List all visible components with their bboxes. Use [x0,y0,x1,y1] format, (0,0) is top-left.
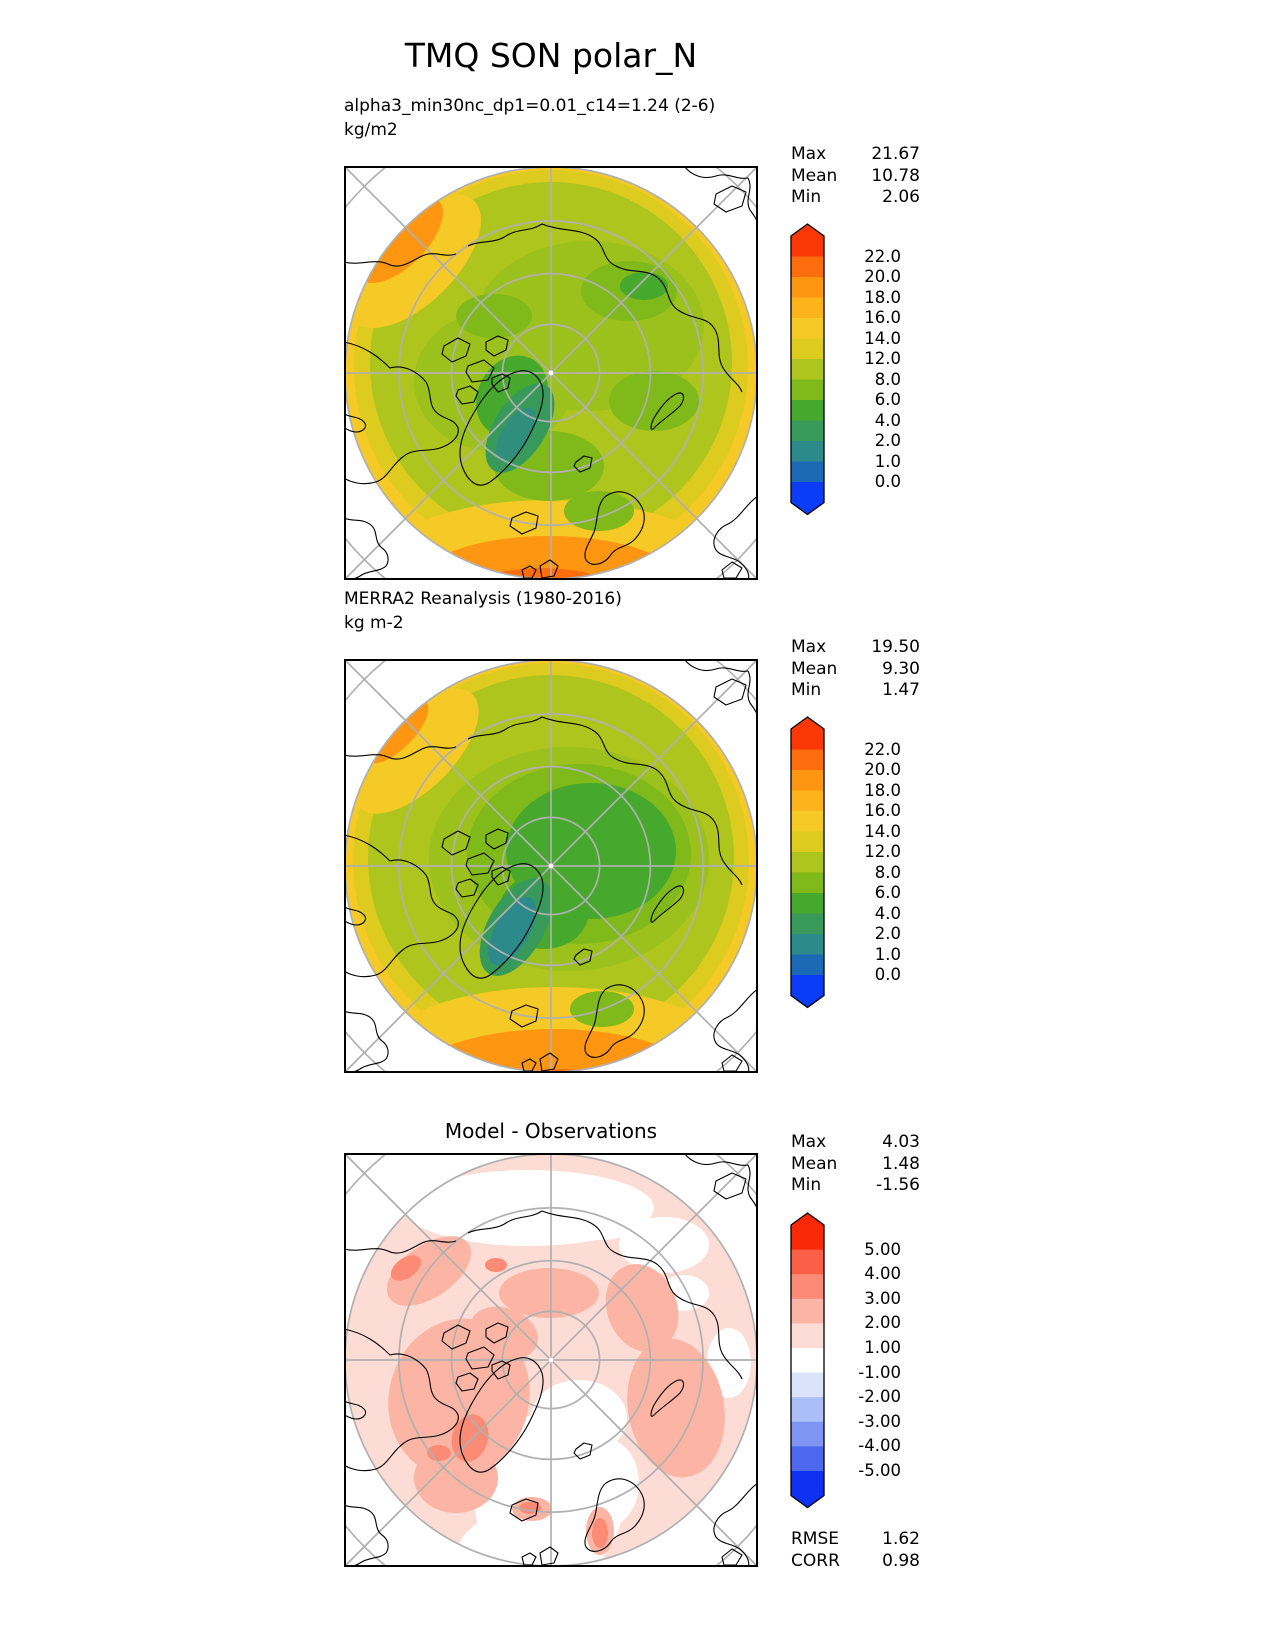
stat-mean: Mean 1.48 [791,1153,920,1174]
stat-corr: CORR 0.98 [791,1550,920,1571]
colorbar-tick-labels [790,1212,905,1512]
colorbar-tick-labels [790,223,905,523]
pole-dot [549,371,554,376]
panel2-title: MERRA2 Reanalysis (1980-2016) [344,589,622,609]
colorbar-tick-label: -5.00 [858,1461,901,1480]
colorbar-tick-label: 22.0 [864,739,901,759]
colorbar-tick-label: 2.0 [874,431,901,450]
colorbar-tick-label: 2.0 [874,924,901,943]
colorbar-tick-label: 8.0 [874,862,901,882]
colorbar-tick-label: 16.0 [864,308,901,327]
panel3-stats [791,1132,920,1197]
polar-map-reference [344,659,758,1073]
colorbar-tick-label: 22.0 [864,246,901,266]
panel1-colorbar [790,223,905,523]
panel1-units: kg/m2 [344,120,398,140]
stat-mean: Mean 10.78 [791,165,920,186]
map-decor [344,659,758,1073]
polar-map-model [344,166,758,580]
panel2-map [344,659,758,1073]
panel1-title: alpha3_min30nc_dp1=0.01_c14=1.24 (2-6) [344,96,716,116]
colorbar-tick-label: 18.0 [864,780,901,800]
panel1-map [344,166,758,580]
stat-mean: Mean 9.30 [791,658,920,679]
colorbar-tick-label: -1.00 [858,1362,901,1382]
colorbar-tick-label: 1.0 [874,944,901,964]
stat-max: Max 19.50 [791,637,920,657]
stat-max: Max 4.03 [791,1132,920,1152]
stat-max: Max 21.67 [791,144,920,164]
colorbar-tick-label: 4.0 [874,410,901,430]
colorbar-tick-label: 18.0 [864,287,901,307]
panel2-units: kg m-2 [344,613,404,633]
panel2-stats [791,637,920,702]
stat-rmse: RMSE 1.62 [791,1529,920,1549]
polar-map-difference [344,1153,758,1567]
colorbar-tick-label: 3.00 [864,1288,901,1308]
colorbar-tick-label: 1.0 [874,451,901,471]
colorbar-tick-label: 6.0 [874,883,901,902]
colorbar-tick-label: 4.00 [864,1264,901,1284]
stat-min: Min 1.47 [791,680,920,700]
map-decor [344,166,758,580]
colorbar-tick-label: 14.0 [864,821,901,841]
panel3-colorbar [790,1212,905,1512]
pole-dot [549,1358,554,1363]
colorbar-tick-label: 20.0 [864,760,901,779]
colorbar-tick-label: -3.00 [858,1411,901,1431]
colorbar-tick-label: -2.00 [858,1387,901,1407]
colorbar-tick-label: 2.00 [864,1313,901,1333]
colorbar-tick-label: 6.0 [874,390,901,409]
colorbar-tick-label: 8.0 [874,369,901,389]
colorbar-tick-label: 16.0 [864,801,901,820]
stat-min: Min -1.56 [791,1175,920,1195]
colorbar-tick-label: -4.00 [858,1436,901,1456]
colorbar-tick-label: 20.0 [864,267,901,286]
map-decor [344,1153,758,1567]
colorbar-tick-label: 5.00 [864,1239,901,1259]
stat-min: Min 2.06 [791,187,920,207]
panel3-map [344,1153,758,1567]
figure-title: TMQ SON polar_N [404,36,698,75]
colorbar-tick-label: 12.0 [864,349,901,368]
panel1-stats [791,144,920,209]
panel3-metrics [791,1529,920,1572]
panel2-colorbar [790,716,905,1016]
panel3-title: Model - Observations [444,1119,658,1143]
colorbar-tick-label: 12.0 [864,842,901,861]
colorbar-tick-label: 0.0 [874,472,901,491]
colorbar-tick-label: 1.00 [864,1338,901,1357]
colorbar-tick-label: 14.0 [864,328,901,348]
colorbar-tick-label: 0.0 [874,965,901,984]
colorbar-tick-labels [790,716,905,1016]
colorbar-tick-label: 4.0 [874,903,901,923]
pole-dot [549,864,554,869]
